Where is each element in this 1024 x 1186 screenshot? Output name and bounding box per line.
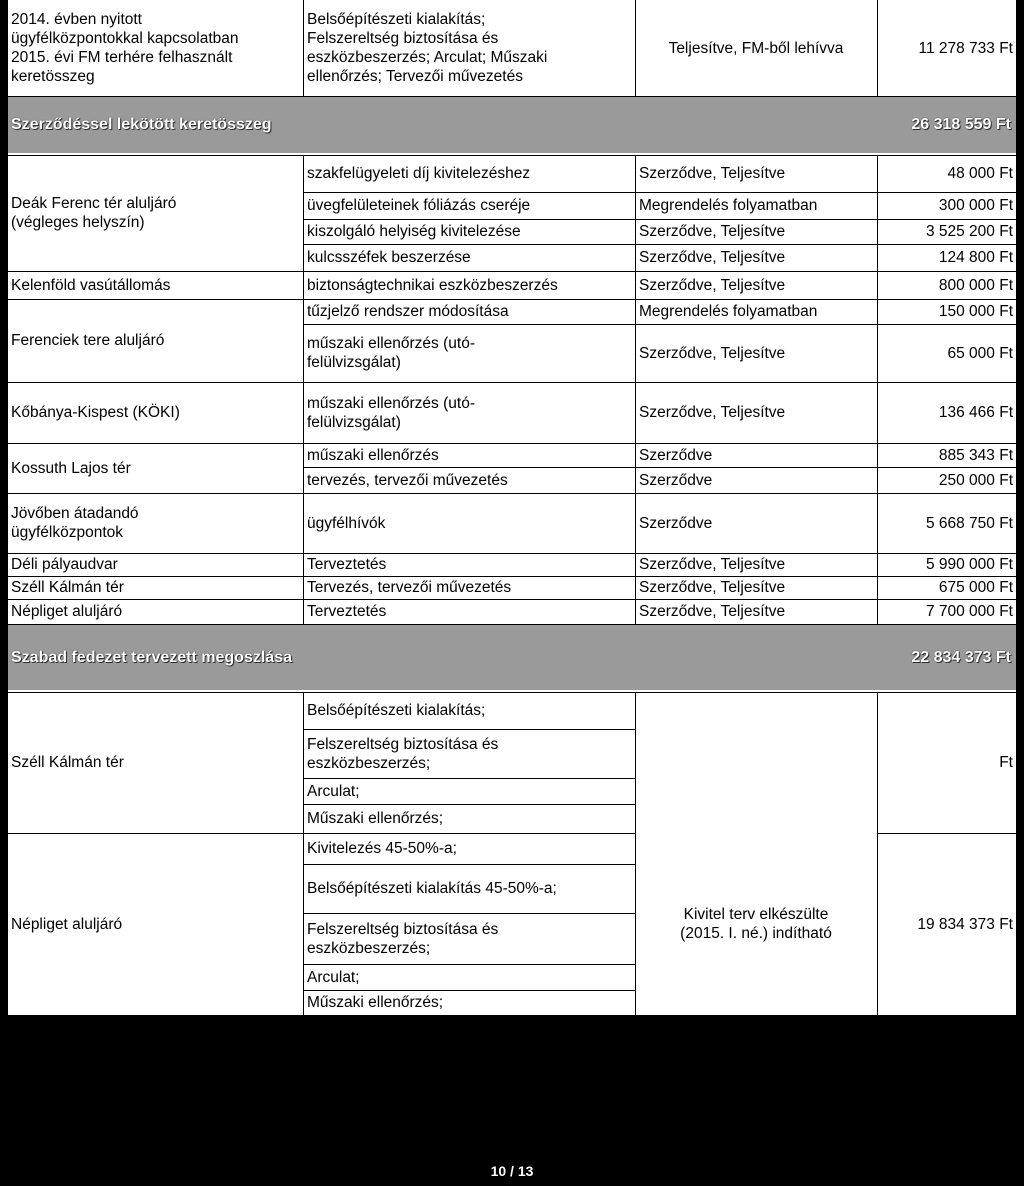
nepliget-amount: 19 834 373 Ft [917,915,1013,933]
budget-table [7,0,1017,1015]
nepliget-item-3: Arculat; [307,968,360,986]
contract-row-1-amount: 300 000 Ft [938,197,1013,214]
nepliget-status: Kivitel terv elkészülte (2015. I. né.) indítható [680,906,832,942]
contract-row-7-status: Szerződve, Teljesítve [639,404,786,421]
contract-row-2-status: Szerződve, Teljesítve [639,223,786,240]
contract-row-6-status: Szerződve, Teljesítve [639,344,786,362]
contract-row-1-status: Megrendelés folyamatban [639,197,818,214]
contract-row-6-amount: 65 000 Ft [947,344,1013,362]
rule-v [303,155,304,624]
rule-h [7,576,303,577]
top-description: 2014. évben nyitott ügyfélközpontokkal kapcsolatban 2015. évi FM terhére felhasznált keretösszeg [11,11,239,85]
contract-row-5-amount: 150 000 Ft [938,303,1013,320]
contract-row-6-task: műszaki ellenőrzés (utó- felülvizsgálat) [307,335,475,371]
contracted-total-band-amount: 26 318 559 Ft [911,116,1011,133]
contract-row-3-task: kulcsszéfek beszerzése [307,249,471,266]
contract-row-2-task: kiszolgáló helyiség kivitelezése [307,223,521,240]
rule-v [877,0,878,96]
contract-row-1-task: üvegfelületeinek fóliázás cseréje [307,197,531,214]
rule-h [7,553,303,554]
contract-row-11-amount: 5 990 000 Ft [925,556,1013,573]
rule-v [635,0,636,96]
contract-row-2-amount: 3 525 200 Ft [925,223,1013,240]
top-amount: 11 278 733 Ft [918,39,1013,57]
contract-row-7-task: műszaki ellenőrzés (utó- felülvizsgálat) [307,394,475,431]
contract-row-11-location: Déli pályaudvar [11,556,118,573]
contract-row-12-task: Tervezés, tervezői művezetés [307,579,512,596]
contract-row-7-amount: 136 466 Ft [938,404,1013,421]
contract-row-13-task: Terveztetés [307,603,387,620]
rule-v [303,692,304,1015]
contract-row-9-task: tervezés, tervezői művezetés [307,471,508,489]
contract-row-4-status: Szerződve, Teljesítve [639,276,786,294]
contract-row-10-status: Szerződve [639,514,713,532]
contract-row-0-status: Szerződve, Teljesítve [639,165,786,182]
nepliget-item-2: Felszereltség biztosítása és eszközbeszerzés; [307,920,499,957]
rule-h [7,599,303,600]
contract-row-3-status: Szerződve, Teljesítve [639,249,786,266]
contract-row-12-amount: 675 000 Ft [938,579,1013,596]
contract-row-5-task: tűzjelző rendszer módosítása [307,303,509,320]
planned-total-band-amount: 22 834 373 Ft [911,648,1011,666]
rule-h [7,382,303,383]
planned-total-band-label: Szabad fedezet tervezett megoszlása [11,648,292,666]
rule-h [7,493,303,494]
szell-item-2: Arculat; [307,782,360,800]
contract-row-7-location: Kőbánya-Kispest (KÖKI) [11,404,180,421]
contract-row-4-location: Kelenföld vasútállomás [11,276,171,294]
location-kossuth: Kossuth Lajos tér [11,459,131,477]
contract-row-4-task: biztonságtechnikai eszközbeszerzés [307,276,558,294]
rule-v [877,692,878,1015]
location-deak: Deák Ferenc tér aluljáró (végleges helyszín) [11,195,177,231]
szell-item-3: Műszaki ellenőrzés; [307,810,444,827]
nepliget-item-4: Műszaki ellenőrzés; [307,994,444,1011]
contract-row-9-amount: 250 000 Ft [938,471,1013,489]
location-ferenciek: Ferenciek tere aluljáró [11,332,165,349]
contract-row-12-location: Széll Kálmán tér [11,579,124,596]
contract-row-8-status: Szerződve [639,446,713,464]
contract-row-10-location: Jövőben átadandó ügyfélközpontok [11,505,139,541]
nepliget-item-1: Belsőépítészeti kialakítás 45-50%-a; [307,880,557,897]
contract-row-8-amount: 885 343 Ft [938,446,1013,464]
contract-row-0-amount: 48 000 Ft [947,165,1013,182]
contract-row-10-task: ügyfélhívók [307,514,386,532]
contract-row-5-status: Megrendelés folyamatban [639,303,818,320]
contract-row-13-location: Népliget aluljáró [11,603,123,620]
contract-row-4-amount: 800 000 Ft [938,276,1013,294]
rule-h [7,271,303,272]
contract-row-9-status: Szerződve [639,471,713,489]
contract-row-11-task: Terveztetés [307,556,387,573]
szell-item-0: Belsőépítészeti kialakítás; [307,702,486,719]
rule-v [7,0,8,1015]
rule-v [303,0,304,96]
szell-item-1: Felszereltség biztosítása és eszközbeszerzés; [307,735,499,772]
top-status: Teljesítve, FM-ből lehívva [668,39,844,57]
contract-row-10-amount: 5 668 750 Ft [925,514,1013,532]
contract-row-3-amount: 124 800 Ft [938,249,1013,266]
contract-row-11-status: Szerződve, Teljesítve [639,556,786,573]
rule-v [1016,0,1017,1015]
rule-h [7,299,303,300]
contract-row-12-status: Szerződve, Teljesítve [639,579,786,596]
contract-row-0-task: szakfelügyeleti díj kivitelezéshez [307,165,531,182]
contract-row-8-task: műszaki ellenőrzés [307,446,439,464]
rule-v [635,155,636,624]
szell-location: Széll Kálmán tér [11,754,124,771]
contracted-total-band-label: Szerződéssel lekötött keretösszeg [11,116,272,133]
rule-v [877,155,878,624]
contract-row-13-amount: 7 700 000 Ft [925,603,1013,620]
planned-total-band [7,625,1017,690]
szell-amount: Ft [999,754,1013,771]
nepliget-item-0: Kivitelezés 45-50%-a; [307,840,457,857]
nepliget-location: Népliget aluljáró [11,915,123,933]
top-scope: Belsőépítészeti kialakítás; Felszereltség biztosítása és eszközbeszerzés; Arculat; Műszaki ellenőrzés; Tervezői művezetés [307,11,548,85]
rule-h [7,443,303,444]
rule-v [635,692,636,1015]
page-number: 10 / 13 [490,1163,534,1179]
contract-row-13-status: Szerződve, Teljesítve [639,603,786,620]
contracted-total-band [7,97,1017,153]
